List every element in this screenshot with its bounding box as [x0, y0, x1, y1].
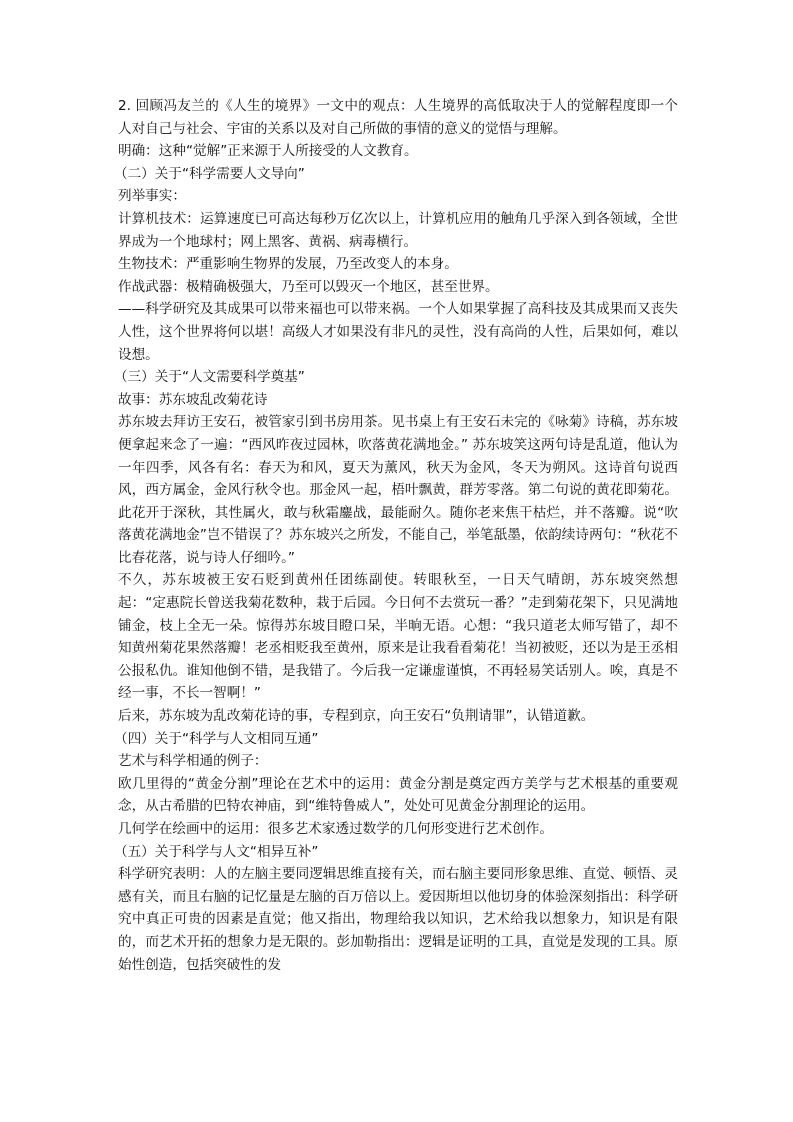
section-heading-3: （三）关于“人文需要科学奠基”	[114, 369, 305, 386]
paragraph-story-ending: 后来，苏东坡为乱改菊花诗的事，专程到京，向王安石“负荆请罪”，认错道歉。	[118, 708, 595, 725]
paragraph-story-title: 故事：苏东坡乱改菊花诗	[118, 391, 268, 408]
paragraph-story-part-1: 苏东坡去拜访王安石，被管家引到书房用茶。见书桌上有王安石未完的《咏菊》诗稿，苏东坡便拿起来念了一遍：“西风昨夜过园林，吹落黄花满地金。” 苏东坡笑这两句诗是乱道，他认为一年四季，风各有名：春天为和风，夏天为薰风，秋天为金风，冬天为朔风。这诗首句说西风，西方属金，金风行秋令也。那金风一起，梧叶飘黄，群芳零落。第二句说的黄花即菊花。此花开于深秋，其性属火，敢与秋霜鏖战，最能耐久。随你老来焦干枯烂，并不落瓣。说“吹落黄花满地金”岂不错误了？苏东坡兴之所发，不能自己，举笔舐墨，依韵续诗两句：“秋花不比春花落，说与诗人仔细吟。”	[118, 414, 678, 566]
document-page	[114, 95, 678, 976]
section-heading-5: （五）关于科学与人文“相异互补”	[114, 843, 319, 860]
paragraph-art-science-examples: 艺术与科学相通的例子：	[118, 753, 268, 770]
paragraph-weapons: 作战武器：极精确极强大，乃至可以毁灭一个地区，甚至世界。	[118, 278, 499, 295]
paragraph-geometry-painting: 几何学在绘画中的运用：很多艺术家透过数学的几何形变进行艺术创作。	[118, 821, 553, 837]
section-heading-4: （四）关于“科学与人文相同互通”	[114, 730, 319, 747]
paragraph-science-consequence: ——科学研究及其成果可以带来福也可以带来祸。一个人如果掌握了高科技及其成果而又丧失人性，这个世界将何以堪！高级人才如果没有非凡的灵性，没有高尚的人性，后果如何，难以设想。	[118, 301, 678, 363]
paragraph-computer-tech: 计算机技术：运算速度已可高达每秒万亿次以上，计算机应用的触角几乎深入到各领域，全世界成为一个地球村；网上黑客、黄祸、病毒横行。	[118, 210, 678, 250]
paragraph-bio-tech: 生物技术：严重影响生物界的发展，乃至改变人的本身。	[118, 256, 458, 273]
paragraph-facts-label: 列举事实：	[118, 188, 186, 205]
paragraph-golden-ratio: 欧几里得的“黄金分割”理论在艺术中的运用：黄金分割是奠定西方美学与艺术根基的重要观念，从古希腊的巴特农神庙，到“维特鲁威人”，处处可见黄金分割理论的运用。	[118, 775, 678, 815]
section-heading-2: （二）关于“科学需要人文导向”	[114, 165, 305, 182]
paragraph-clarification: 明确：这种“觉解”正来源于人所接受的人文教育。	[118, 143, 418, 160]
paragraph-brain-research: 科学研究表明：人的左脑主要同逻辑思维直接有关，而右脑主要同形象思维、直觉、顿悟、灵感有关，而且右脑的记忆量是左脑的百万倍以上。爱因斯坦以他切身的体验深刻指出：科学研究中真正可贵的因素是直觉；他又指出，物理给我以知识，艺术给我以想象力，知识是有限的，而艺术开拓的想象力是无限的。彭加勒指出：逻辑是证明的工具，直觉是发现的工具。原始性创造，包括突破性的发	[118, 866, 678, 973]
paragraph-story-part-2: 不久，苏东坡被王安石贬到黄州任团练副使。转眼秋至，一日天气晴朗，苏东坡突然想起：“定惠院长曾送我菊花数种，栽于后园。今日何不去赏玩一番？”走到菊花架下，只见满地铺金，枝上全无一朵。惊得苏东坡目瞪口呆，半晌无语。心想：“我只道老太师写错了，却不知黄州菊花果然落瓣！老丞相贬我至黄州，原来是让我看看菊花！当初被贬，还以为是王丞相公报私仇。谁知他倒不错，是我错了。今后我一定谦虚谨慎，不再轻易笑话别人。唉，真是不经一事，不长一智啊！”	[118, 572, 678, 702]
paragraph-point-2: 2. 回顾冯友兰的《人生的境界》一文中的观点：人生境界的高低取决于人的觉解程度即一个人对自己与社会、宇宙的关系以及对自己所做的事情的意义的觉悟与理解。	[118, 98, 678, 137]
